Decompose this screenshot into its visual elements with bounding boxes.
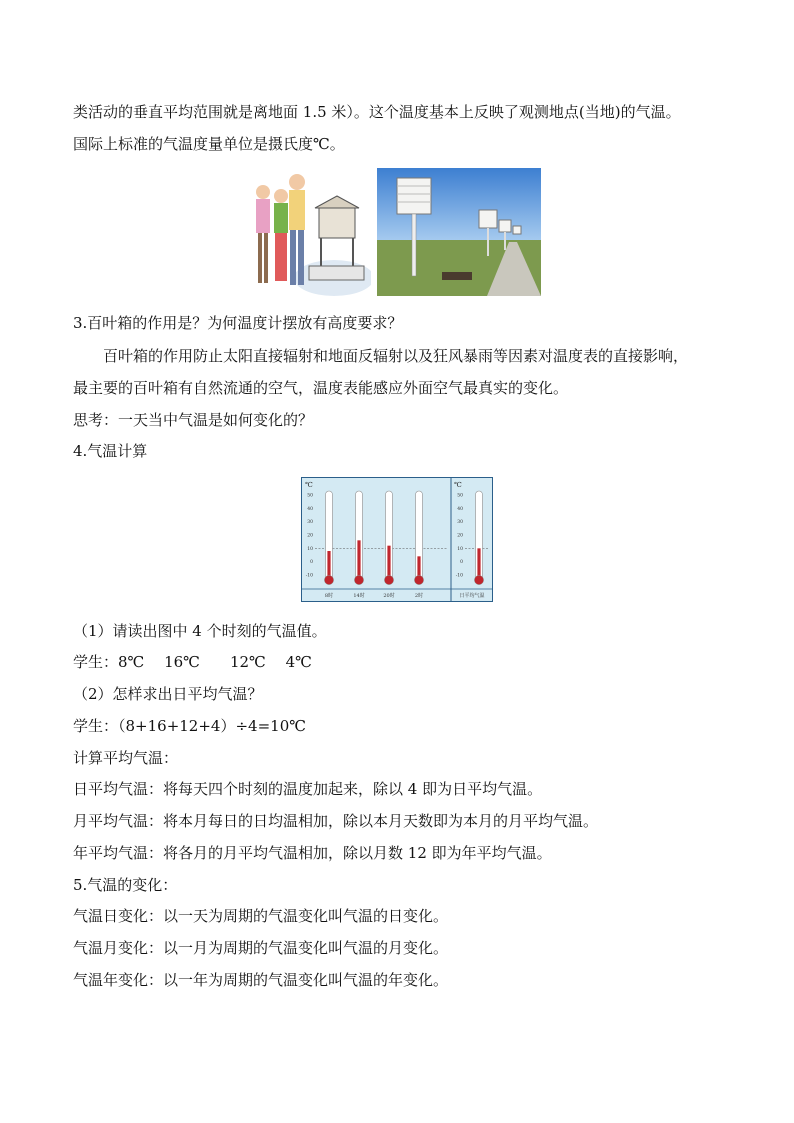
weather-station-photo bbox=[377, 168, 541, 296]
y-tick-label-right: 40 bbox=[457, 506, 463, 512]
y-tick-label-right: 50 bbox=[457, 493, 463, 499]
x-category-label: 8时 bbox=[324, 593, 334, 599]
mercury-column-0 bbox=[327, 551, 330, 579]
thermometer-bulb-2 bbox=[384, 575, 393, 584]
y-tick-label-left: 20 bbox=[307, 533, 313, 539]
cartoon-shelter-illustration bbox=[249, 168, 371, 296]
y-tick-label-right: 30 bbox=[457, 520, 463, 526]
thermometer-bulb-1 bbox=[354, 575, 363, 584]
daily-change-definition: 气温日变化：以一天为周期的气温变化叫气温的日变化。 bbox=[73, 907, 449, 925]
y-tick-label-right: 10 bbox=[457, 546, 463, 552]
answer-2: 学生：（8+16+12+4）÷4=10℃ bbox=[73, 717, 307, 735]
y-tick-label-right: 0 bbox=[460, 560, 463, 566]
paragraph-line: 国际上标准的气温度量单位是摄氏度℃。 bbox=[73, 135, 345, 153]
y-tick-label-left: -10 bbox=[305, 573, 313, 579]
yearly-change-definition: 气温年变化：以一年为周期的气温变化叫气温的年变化。 bbox=[73, 971, 449, 989]
thermometer-bulb-avg bbox=[474, 575, 483, 584]
question-2: （2）怎样求出日平均气温？ bbox=[73, 685, 263, 703]
thermometer-bulb-0 bbox=[324, 575, 333, 584]
daily-average-definition: 日平均气温：将每天四个时刻的温度加起来，除以 4 即为日平均气温。 bbox=[73, 780, 543, 798]
question-1: （1）请读出图中 4 个时刻的气温值。 bbox=[73, 622, 327, 640]
thermometer-chart bbox=[301, 477, 493, 602]
y-tick-label-left: 30 bbox=[307, 520, 313, 526]
answer-1: 学生：8℃ 16℃ 12℃ 4℃ bbox=[73, 653, 312, 671]
thermometer-bulb-3 bbox=[414, 575, 423, 584]
monthly-change-definition: 气温月变化：以一月为周期的气温变化叫气温的月变化。 bbox=[73, 939, 449, 957]
paragraph-line: 最主要的百叶箱有自然流通的空气，温度表能感应外面空气最真实的变化。 bbox=[73, 379, 569, 397]
average-label: 日平均气温 bbox=[459, 593, 485, 599]
y-tick-label-left: 40 bbox=[307, 506, 313, 512]
y-tick-label-left: 0 bbox=[310, 560, 313, 566]
think-question: 思考：一天当中气温是如何变化的？ bbox=[73, 411, 314, 429]
paragraph-line: 百叶箱的作用防止太阳直接辐射和地面反辐射以及狂风暴雨等因素对温度表的直接影响， bbox=[103, 347, 689, 365]
y-tick-label-left: 10 bbox=[307, 546, 313, 552]
x-category-label: 20时 bbox=[383, 593, 395, 599]
y-tick-label-right: -10 bbox=[455, 573, 463, 579]
unit-label-left: ℃ bbox=[305, 481, 313, 489]
paragraph-line: 类活动的垂直平均范围就是离地面 1.5 米）。这个温度基本上反映了观测地点(当地)的气温。 bbox=[73, 103, 681, 121]
y-tick-label-right: 20 bbox=[457, 533, 463, 539]
section-3-title: 3.百叶箱的作用是？为何温度计摆放有高度要求？ bbox=[73, 314, 403, 332]
y-tick-label-left: 50 bbox=[307, 493, 313, 499]
x-category-label: 14时 bbox=[353, 593, 365, 599]
calc-title: 计算平均气温： bbox=[73, 749, 179, 767]
yearly-average-definition: 年平均气温：将各月的月平均气温相加，除以月数 12 即为年平均气温。 bbox=[73, 844, 552, 862]
mercury-column-avg bbox=[477, 548, 480, 579]
section-4-title: 4.气温计算 bbox=[73, 442, 148, 460]
mercury-column-2 bbox=[387, 546, 390, 579]
section-5-title: 5.气温的变化： bbox=[73, 876, 178, 894]
unit-label-right: ℃ bbox=[454, 481, 462, 489]
x-category-label: 2时 bbox=[414, 593, 424, 599]
monthly-average-definition: 月平均气温：将本月每日的日均温相加，除以本月天数即为本月的月平均气温。 bbox=[73, 812, 599, 830]
mercury-column-1 bbox=[357, 540, 360, 579]
